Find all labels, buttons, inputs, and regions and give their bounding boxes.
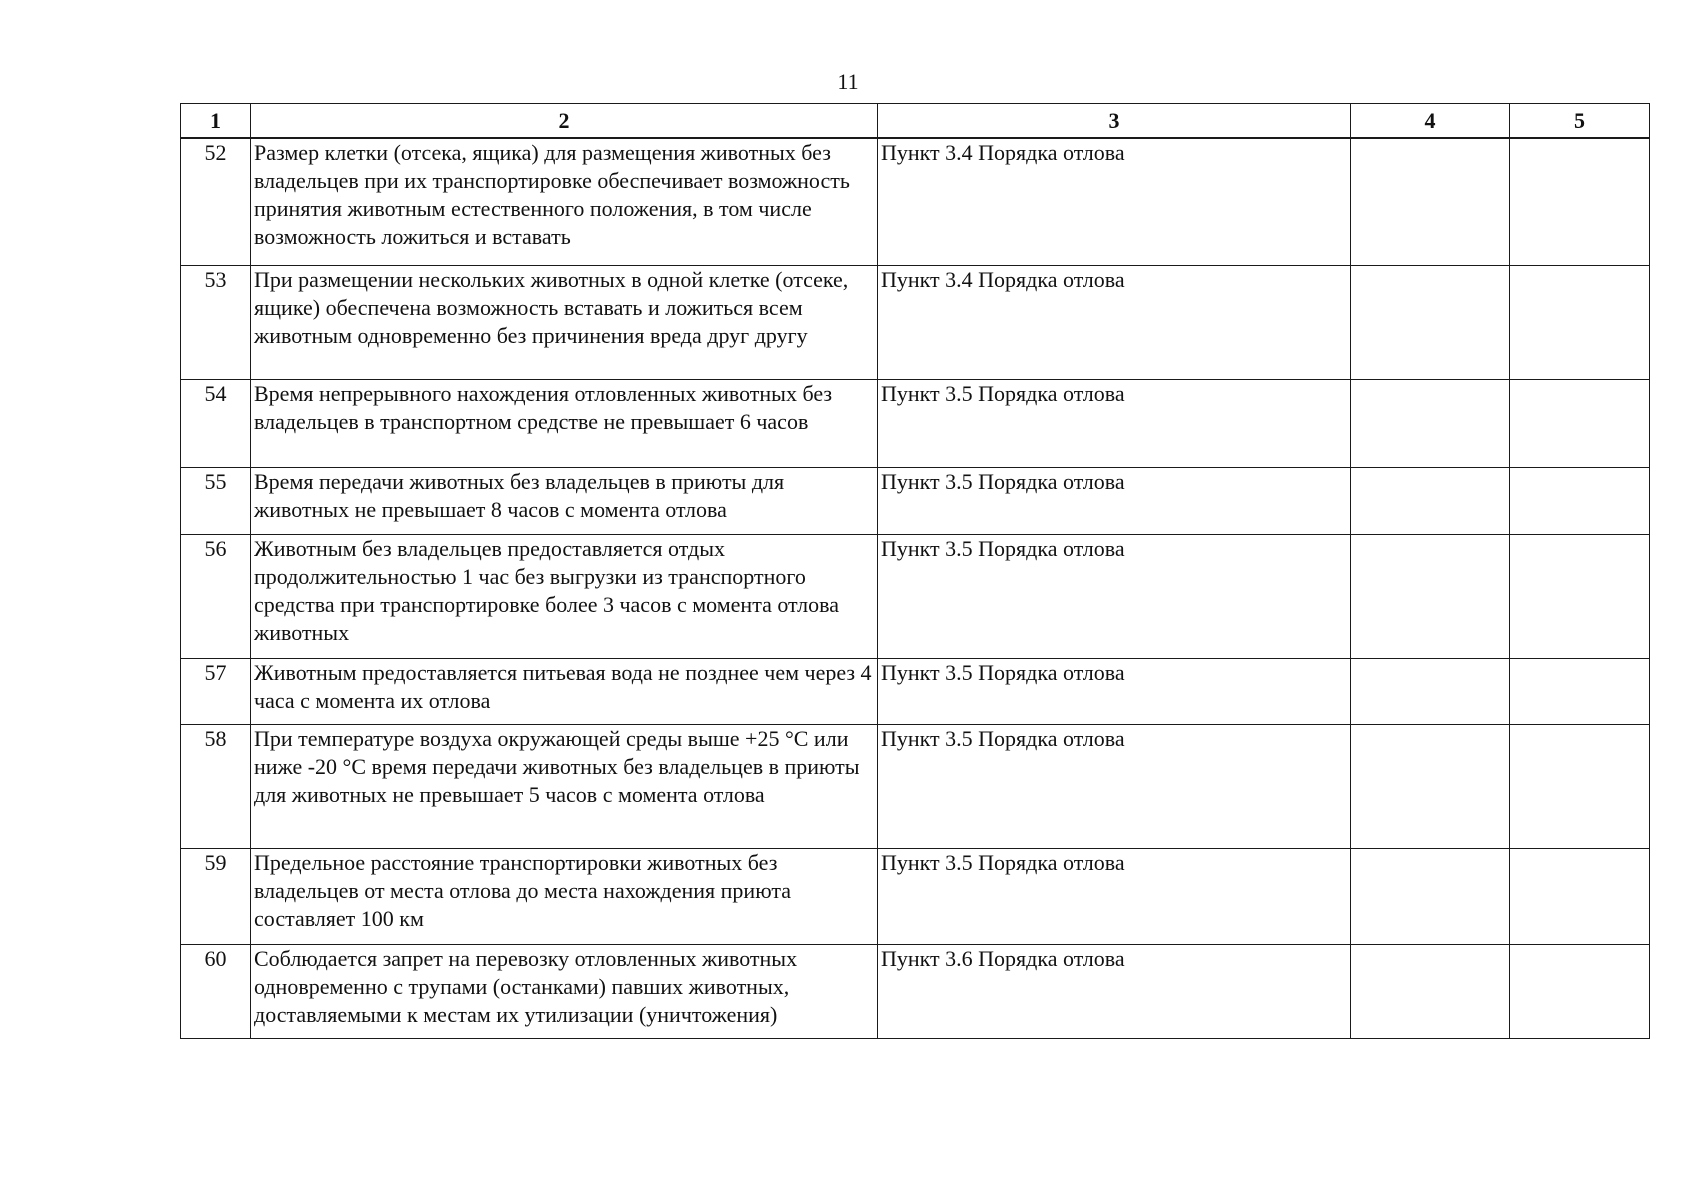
row-number: 54: [181, 379, 251, 467]
answer-cell-5: [1510, 848, 1650, 944]
row-number: 59: [181, 848, 251, 944]
row-number: 53: [181, 265, 251, 379]
answer-cell-4: [1351, 467, 1510, 534]
table-row: [181, 467, 1650, 534]
reference-text: Пункт 3.5 Порядка отлова: [878, 724, 1351, 848]
row-number: 52: [181, 138, 251, 265]
header-col-2: 2: [251, 104, 878, 139]
answer-cell-5: [1510, 138, 1650, 265]
answer-cell-4: [1351, 534, 1510, 658]
answer-cell-5: [1510, 944, 1650, 1038]
answer-cell-5: [1510, 534, 1650, 658]
table-row: [181, 944, 1650, 1038]
requirement-text: При размещении нескольких животных в одной клетке (отсеке, ящике) обеспечена возможность вставать и ложиться всем животным одновременно без причинения вреда друг другу: [251, 265, 878, 379]
reference-text: Пункт 3.4 Порядка отлова: [878, 138, 1351, 265]
row-number: 57: [181, 658, 251, 724]
table-row: [181, 138, 1650, 265]
row-number: 56: [181, 534, 251, 658]
table-row: [181, 848, 1650, 944]
header-col-5: 5: [1510, 104, 1650, 139]
table-row: [181, 534, 1650, 658]
reference-text: Пункт 3.6 Порядка отлова: [878, 944, 1351, 1038]
reference-text: Пункт 3.5 Порядка отлова: [878, 848, 1351, 944]
requirement-text: Время передачи животных без владельцев в приюты для животных не превышает 8 часов с момента отлова: [251, 467, 878, 534]
answer-cell-5: [1510, 724, 1650, 848]
answer-cell-5: [1510, 658, 1650, 724]
answer-cell-4: [1351, 724, 1510, 848]
answer-cell-4: [1351, 265, 1510, 379]
requirement-text: Время непрерывного нахождения отловленных животных без владельцев в транспортном средстве не превышает 6 часов: [251, 379, 878, 467]
answer-cell-4: [1351, 379, 1510, 467]
answer-cell-4: [1351, 848, 1510, 944]
reference-text: Пункт 3.4 Порядка отлова: [878, 265, 1351, 379]
reference-text: Пункт 3.5 Порядка отлова: [878, 658, 1351, 724]
table-row: [181, 658, 1650, 724]
reference-text: Пункт 3.5 Порядка отлова: [878, 467, 1351, 534]
requirement-text: Предельное расстояние транспортировки животных без владельцев от места отлова до места нахождения приюта составляет 100 км: [251, 848, 878, 944]
requirement-text: Соблюдается запрет на перевозку отловленных животных одновременно с трупами (останками) павших животных, доставляемыми к местам их утилизации (уничтожения): [251, 944, 878, 1038]
reference-text: Пункт 3.5 Порядка отлова: [878, 379, 1351, 467]
header-col-1: 1: [181, 104, 251, 139]
requirement-text: Животным без владельцев предоставляется отдых продолжительностью 1 час без выгрузки из транспортного средства при транспортировке более 3 часов с момента отлова животных: [251, 534, 878, 658]
row-number: 55: [181, 467, 251, 534]
requirements-table: [180, 103, 1650, 1039]
requirement-text: При температуре воздуха окружающей среды выше +25 °С или ниже -20 °С время передачи животных без владельцев в приюты для животных не превышает 5 часов с момента отлова: [251, 724, 878, 848]
requirement-text: Размер клетки (отсека, ящика) для размещения животных без владельцев при их транспортировке обеспечивает возможность принятия животным естественного положения, в том числе возможность ложиться и вставать: [251, 138, 878, 265]
header-col-4: 4: [1351, 104, 1510, 139]
page-number: 11: [837, 69, 859, 94]
answer-cell-5: [1510, 265, 1650, 379]
table-header-row: [181, 104, 1650, 139]
requirement-text: Животным предоставляется питьевая вода не позднее чем через 4 часа с момента их отлова: [251, 658, 878, 724]
answer-cell-5: [1510, 379, 1650, 467]
row-number: 60: [181, 944, 251, 1038]
table-row: [181, 724, 1650, 848]
table-row: [181, 379, 1650, 467]
row-number: 58: [181, 724, 251, 848]
answer-cell-4: [1351, 944, 1510, 1038]
answer-cell-4: [1351, 138, 1510, 265]
header-col-3: 3: [878, 104, 1351, 139]
table-row: [181, 265, 1650, 379]
reference-text: Пункт 3.5 Порядка отлова: [878, 534, 1351, 658]
answer-cell-5: [1510, 467, 1650, 534]
answer-cell-4: [1351, 658, 1510, 724]
